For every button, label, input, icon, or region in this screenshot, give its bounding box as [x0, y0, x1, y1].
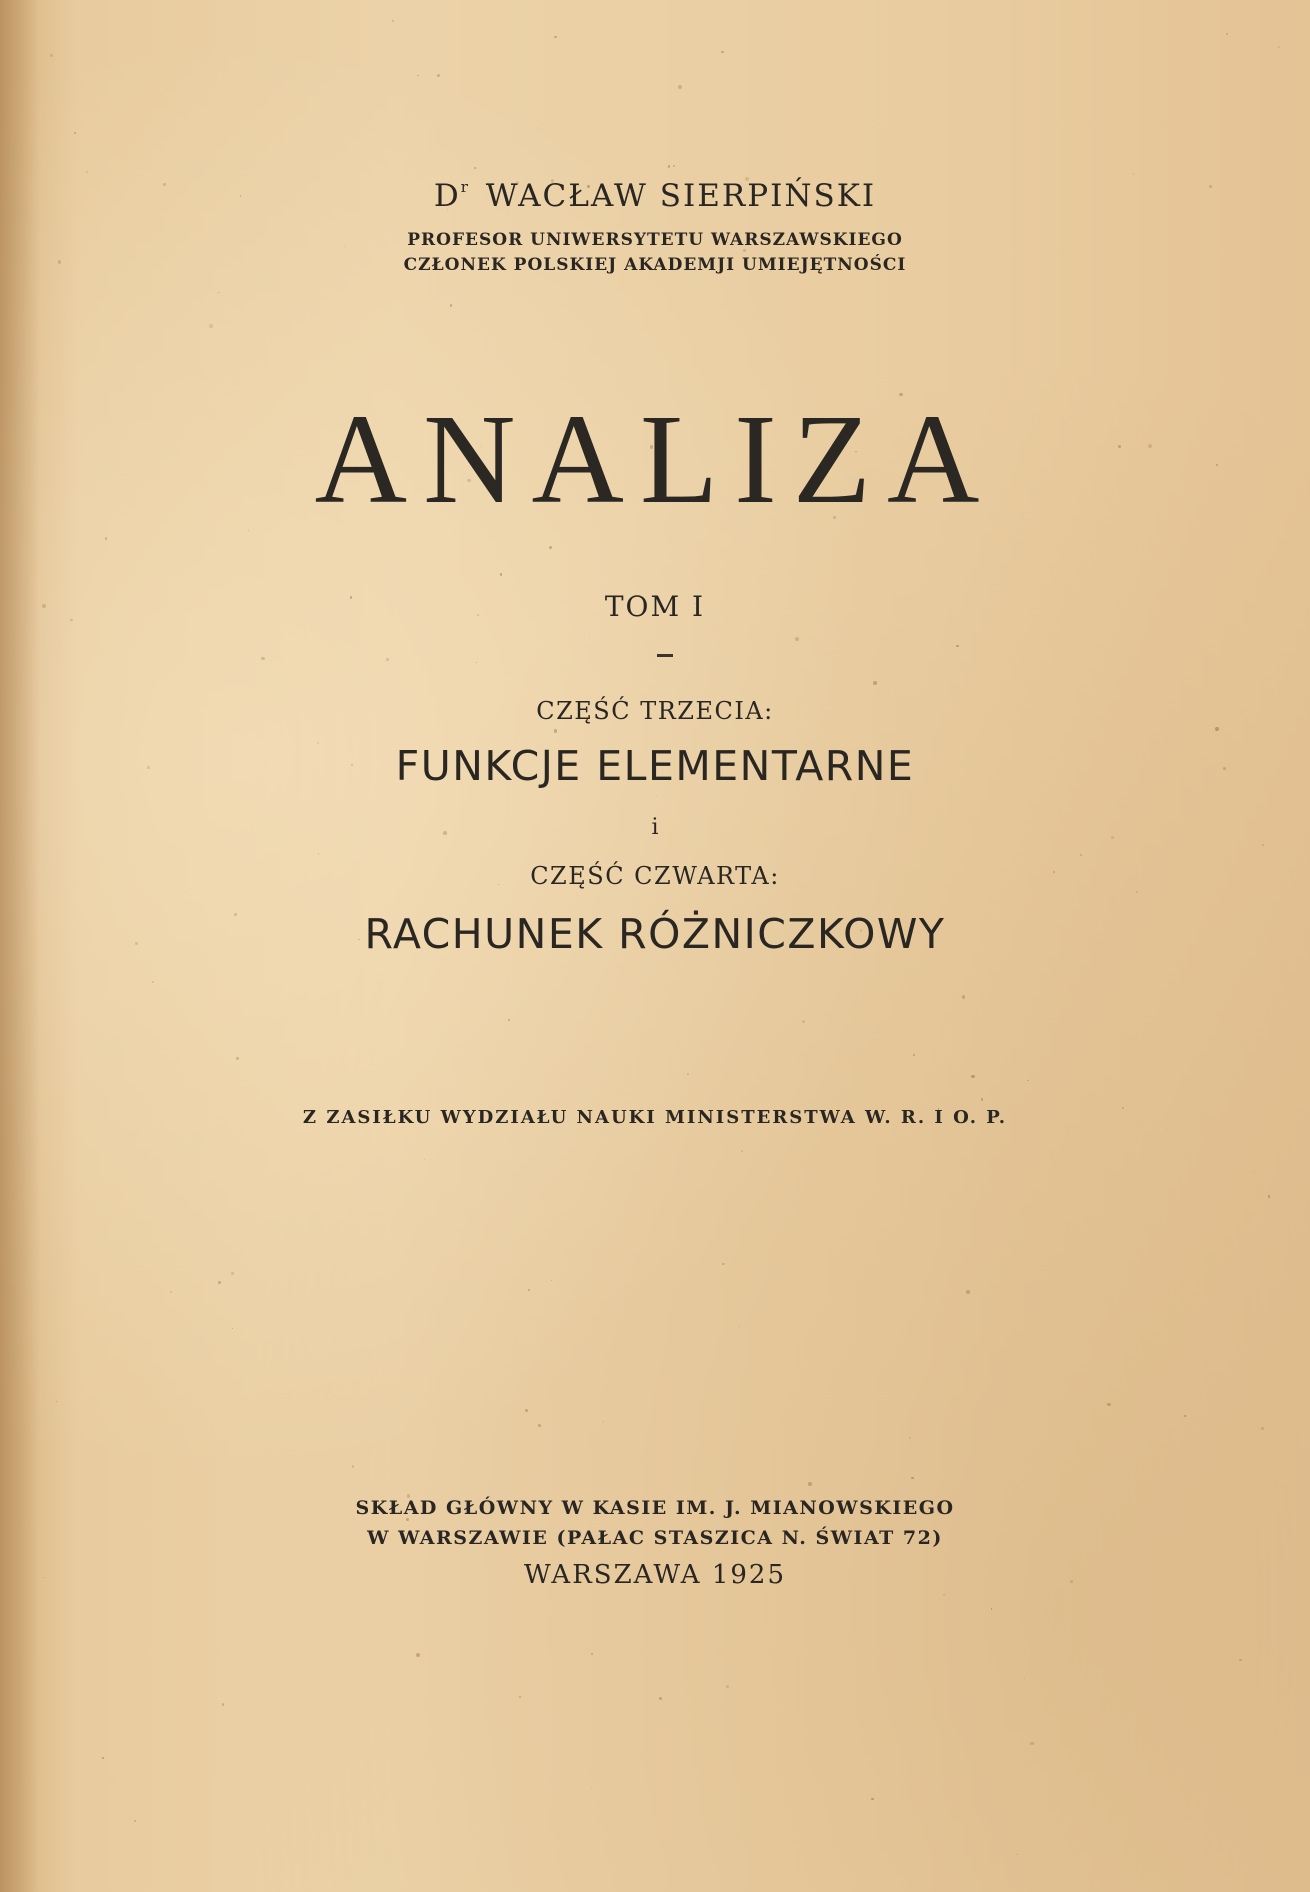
- paper-speck: [1215, 727, 1219, 731]
- paper-speck: [766, 264, 768, 266]
- paper-speck: [739, 1326, 740, 1327]
- paper-speck: [508, 1019, 510, 1021]
- paper-speck: [628, 191, 630, 193]
- paper-speck: [1239, 1659, 1241, 1661]
- paper-speck: [966, 1290, 970, 1294]
- paper-speck: [1016, 1854, 1017, 1855]
- paper-speck: [1261, 1427, 1264, 1430]
- part-three-label: CZĘŚĆ TRZECIA:: [536, 697, 774, 725]
- grant-note: Z ZASIŁKU WYDZIAŁU NAUKI MINISTERSTWA W. R. I O. P.: [302, 1107, 1008, 1128]
- paper-speck: [735, 234, 737, 236]
- paper-speck: [416, 1653, 420, 1657]
- paper-speck: [694, 603, 696, 605]
- paper-speck: [1107, 1403, 1111, 1407]
- author-prefix: D: [433, 178, 461, 214]
- author-prefix-superscript: r: [460, 178, 470, 196]
- paper-speck: [656, 796, 657, 797]
- paper-speck: [981, 1098, 984, 1101]
- paper-speck: [236, 1057, 239, 1060]
- paper-speck: [1209, 185, 1212, 188]
- conjunction: i: [651, 815, 659, 840]
- paper-speck: [232, 1328, 233, 1329]
- paper-speck: [678, 85, 682, 89]
- paper-speck: [58, 260, 61, 263]
- paper-speck: [1024, 1678, 1025, 1679]
- paper-speck: [1148, 444, 1152, 448]
- paper-speck: [808, 1482, 812, 1486]
- paper-speck: [152, 981, 154, 983]
- paper-speck: [1136, 891, 1138, 893]
- part-three-title: FUNKCJE ELEMENTARNE: [395, 742, 915, 790]
- paper-speck: [587, 185, 590, 188]
- paper-speck: [1111, 836, 1113, 838]
- paper-speck: [591, 1788, 592, 1789]
- paper-speck: [722, 1263, 724, 1265]
- book-title: ANALIZA: [314, 388, 996, 530]
- paper-speck: [743, 249, 746, 252]
- paper-speck: [424, 1159, 425, 1160]
- paper-speck: [668, 165, 670, 167]
- part-four-label: CZĘŚĆ CZWARTA:: [530, 862, 780, 890]
- paper-speck: [261, 657, 264, 660]
- paper-speck: [70, 619, 73, 622]
- paper-speck: [899, 393, 902, 396]
- paper-speck: [1216, 464, 1218, 466]
- paper-speck: [1027, 1080, 1029, 1082]
- paper-speck: [909, 1437, 911, 1439]
- paper-speck: [56, 1401, 57, 1402]
- paper-speck: [519, 1696, 521, 1698]
- paper-speck: [218, 292, 219, 293]
- paper-speck: [134, 1820, 136, 1822]
- paper-speck: [474, 167, 476, 169]
- paper-speck: [170, 1291, 172, 1293]
- paper-speck: [358, 939, 359, 940]
- publisher-line-1: SKŁAD GŁÓWNY W KASIE IM. J. MIANOWSKIEGO: [355, 1497, 955, 1519]
- paper-speck: [105, 537, 107, 539]
- paper-speck: [350, 596, 352, 598]
- paper-speck: [962, 995, 965, 998]
- paper-speck: [943, 1594, 944, 1595]
- paper-speck: [802, 1020, 805, 1023]
- paper-speck: [913, 1054, 915, 1056]
- volume-label: TOM I: [604, 590, 706, 623]
- paper-speck: [1070, 1580, 1073, 1583]
- paper-speck: [1278, 46, 1280, 48]
- paper-speck: [525, 1409, 528, 1412]
- paper-speck: [392, 20, 394, 22]
- paper-speck: [74, 132, 76, 134]
- author-line: [0, 178, 1310, 214]
- paper-speck: [1268, 1195, 1271, 1198]
- publisher-line-2: W WARSZAWIE (PAŁAC STASZICA N. ŚWIAT 72): [367, 1527, 943, 1549]
- paper-speck: [833, 516, 836, 519]
- paper-speck: [231, 1272, 234, 1275]
- paper-speck: [795, 637, 799, 641]
- author-affiliation-2: CZŁONEK POLSKIEJ AKADEMJI UMIEJĘTNOŚCI: [403, 255, 907, 275]
- paper-speck: [334, 1395, 336, 1397]
- paper-speck: [554, 729, 558, 733]
- paper-speck: [437, 74, 440, 77]
- paper-speck: [554, 36, 556, 38]
- paper-speck: [956, 645, 958, 647]
- paper-speck: [551, 1280, 552, 1281]
- paper-speck: [1226, 33, 1228, 35]
- part-four-title: RACHUNEK RÓŻNICZKOWY: [364, 910, 946, 958]
- paper-speck: [476, 662, 477, 663]
- paper-speck: [873, 681, 877, 685]
- paper-speck: [1080, 854, 1082, 856]
- paper-speck: [741, 1150, 743, 1152]
- paper-speck: [871, 1798, 873, 1800]
- paper-speck: [721, 51, 723, 53]
- paper-speck: [498, 884, 499, 885]
- paper-speck: [1253, 1172, 1254, 1173]
- paper-speck: [575, 872, 578, 875]
- paper-speck: [86, 171, 88, 173]
- paper-speck: [386, 658, 389, 661]
- paper-speck: [860, 929, 863, 932]
- paper-speck: [1166, 1129, 1168, 1131]
- paper-speck: [317, 742, 319, 744]
- paper-speck: [991, 1608, 993, 1610]
- paper-speck: [911, 1477, 913, 1479]
- paper-speck: [528, 1289, 530, 1291]
- paper-speck: [938, 1108, 939, 1109]
- ornament-dash: [657, 654, 673, 657]
- paper-speck: [500, 573, 503, 576]
- paper-speck: [602, 1421, 603, 1422]
- publication-place-year: WARSZAWA 1925: [523, 1560, 787, 1590]
- paper-speck: [538, 1424, 541, 1427]
- paper-speck: [1184, 1415, 1186, 1417]
- paper-speck: [222, 1703, 225, 1706]
- paper-speck: [1133, 173, 1134, 174]
- paper-speck: [1053, 871, 1055, 873]
- paper-speck: [549, 546, 552, 549]
- paper-speck: [1030, 1742, 1034, 1746]
- paper-speck: [406, 1518, 409, 1521]
- paper-speck: [318, 853, 319, 854]
- paper-speck: [591, 1653, 594, 1656]
- paper-speck: [234, 913, 236, 915]
- paper-speck: [659, 1697, 662, 1700]
- paper-speck: [1262, 844, 1264, 846]
- paper-speck: [50, 54, 53, 57]
- paper-speck: [218, 1281, 221, 1284]
- paper-speck: [209, 324, 212, 327]
- paper-speck: [673, 165, 675, 167]
- paper-speck: [745, 177, 749, 181]
- paper-speck: [248, 530, 249, 531]
- paper-speck: [417, 75, 419, 77]
- paper-speck: [102, 1757, 104, 1759]
- author-name: WACŁAW SIERPIŃSKI: [485, 178, 877, 214]
- paper-speck: [687, 1073, 689, 1075]
- paper-speck: [407, 1494, 410, 1497]
- paper-speck: [467, 479, 471, 483]
- paper-speck: [352, 1465, 354, 1467]
- paper-speck: [726, 1685, 728, 1687]
- paper-speck: [971, 1075, 975, 1079]
- paper-speck: [351, 469, 353, 471]
- author-affiliation-1: PROFESOR UNIWERSYTETU WARSZAWSKIEGO: [407, 230, 903, 250]
- paper-speck: [443, 831, 447, 835]
- paper-speck: [450, 304, 453, 307]
- paper-speck: [587, 720, 589, 722]
- paper-speck: [477, 614, 479, 616]
